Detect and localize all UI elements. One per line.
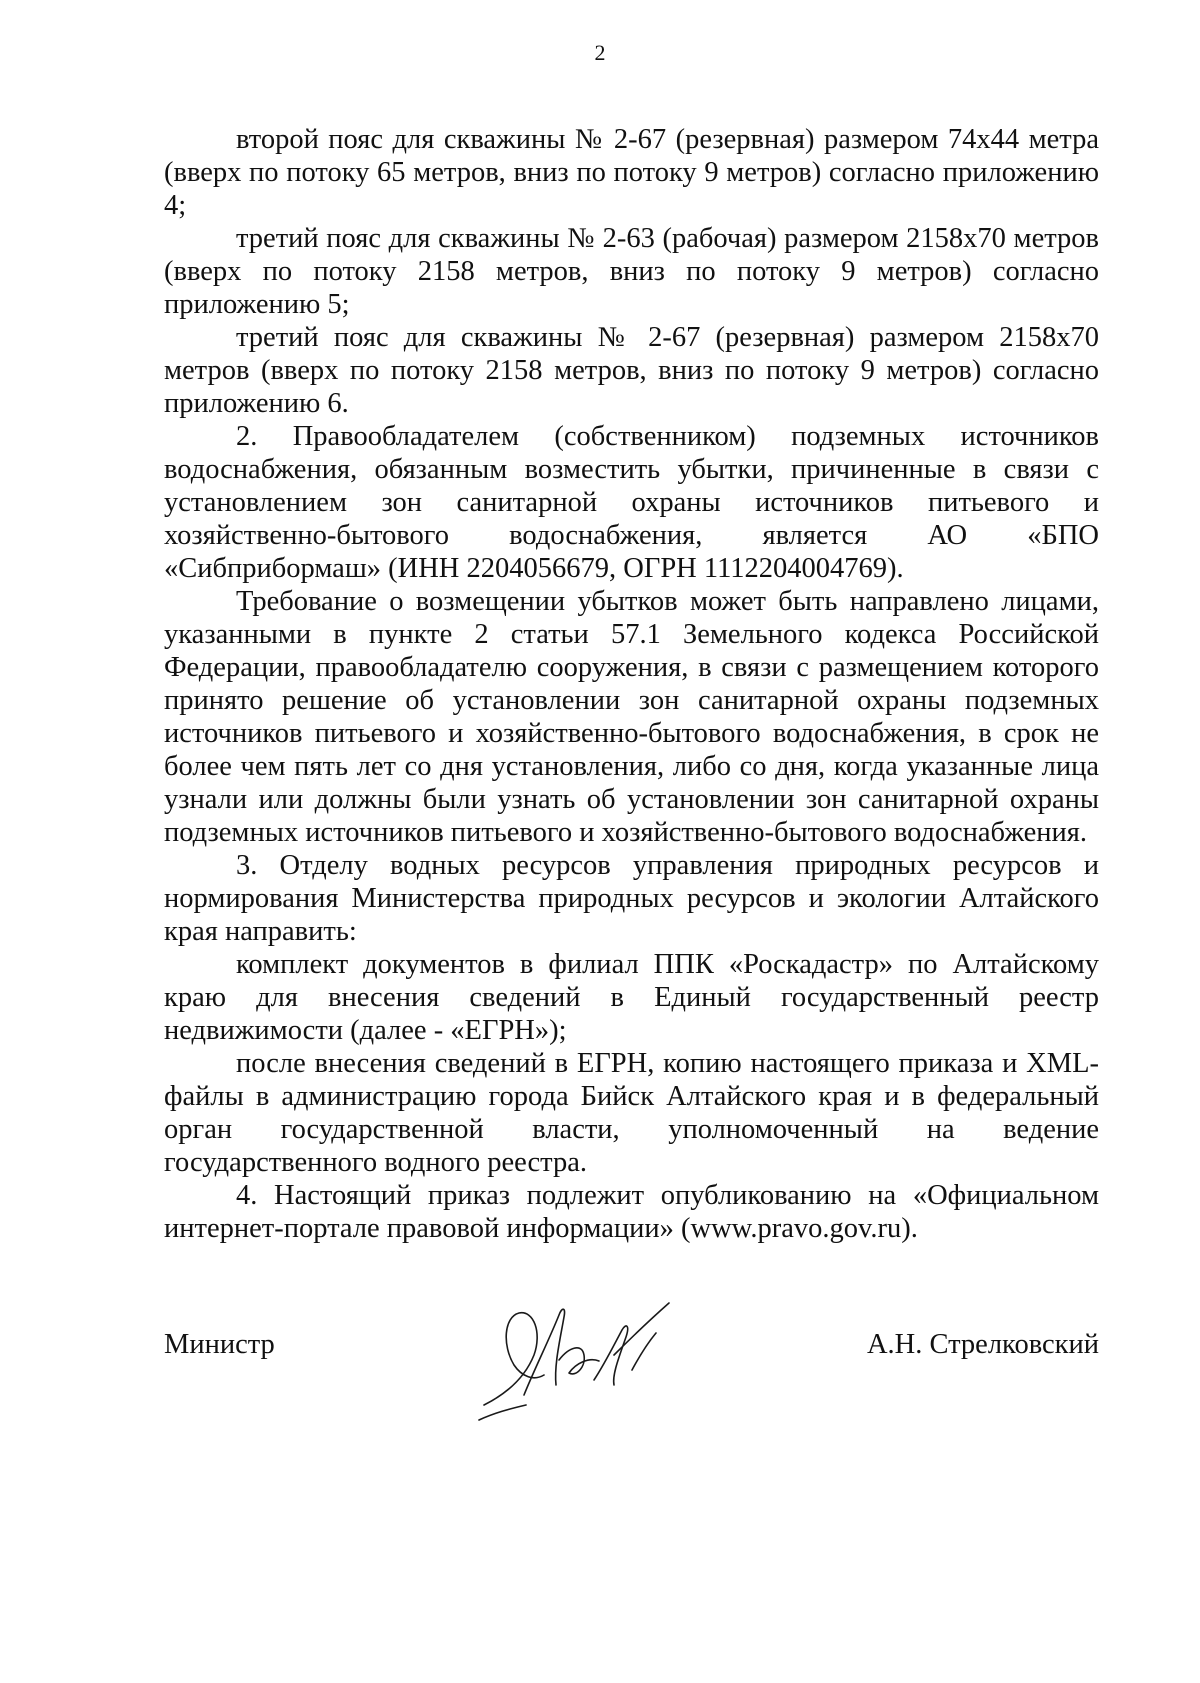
paragraph-zone3-well-2-63: третий пояс для скважины № 2-63 (рабочая) размером 2158х70 метров (вверх по потоку 2158 метров, вниз по потоку 9 метров) согласно приложению 5;	[164, 223, 1099, 320]
document-body	[164, 123, 1099, 1245]
paragraph-zone3-well-2-67: третий пояс для скважины № 2-67 (резервная) размером 2158х70 метров (вверх по потоку 2158 метров, вниз по потоку 9 метров) согласно приложению 6.	[164, 322, 1099, 419]
signatory-position: Министр	[164, 1329, 275, 1360]
handwritten-signature	[464, 1285, 704, 1425]
paragraph-item-3-department: 3. Отделу водных ресурсов управления природных ресурсов и нормирования Министерства природных ресурсов и экологии Алтайского края направить:	[164, 850, 1099, 947]
paragraph-compensation-claim: Требование о возмещении убытков может быть направлено лицами, указанными в пункте 2 статьи 57.1 Земельного кодекса Российской Федерации, правообладателю сооружения, в связи с размещением которого принято решение об установлении зон санитарной охраны подземных источников питьевого и хозяйственно-бытового водоснабжения, в срок не более чем пять лет со дня установления, либо со дня, когда указанные лица узнали или должны были узнать об установлении зон санитарной охраны подземных источников питьевого и хозяйственно-бытового водоснабжения.	[164, 586, 1099, 848]
paragraph-item-4-publication: 4. Настоящий приказ подлежит опубликованию на «Официальном интернет-портале правовой информации» (www.pravo.gov.ru).	[164, 1180, 1099, 1244]
paragraph-cadastre-documents: комплект документов в филиал ППК «Роскадастр» по Алтайскому краю для внесения сведений в Единый государственный реестр недвижимости (далее - «ЕГРН»);	[164, 949, 1099, 1046]
page-number: 2	[594, 40, 606, 65]
paragraph-item-2-rightholder: 2. Правообладателем (собственником) подземных источников водоснабжения, обязанным возместить убытки, причиненные в связи с установлением зон санитарной охраны источников питьевого и хозяйственно-бытового водоснабжения, является АО «БПО «Сибприбормаш» (ИНН 2204056679, ОГРН 1112204004769).	[164, 421, 1099, 584]
signatory-name: А.Н. Стрелковский	[866, 1329, 1099, 1360]
signature-block	[164, 1305, 1099, 1425]
paragraph-after-egrn: после внесения сведений в ЕГРН, копию настоящего приказа и XML-файлы в администрацию города Бийск Алтайского края и в федеральный орган государственной власти, уполномоченный на ведение государственного водного реестра.	[164, 1048, 1099, 1178]
paragraph-zone2-well-2-67: второй пояс для скважины № 2-67 (резервная) размером 74х44 метра (вверх по потоку 65 метров, вниз по потоку 9 метров) согласно приложению 4;	[164, 124, 1099, 221]
